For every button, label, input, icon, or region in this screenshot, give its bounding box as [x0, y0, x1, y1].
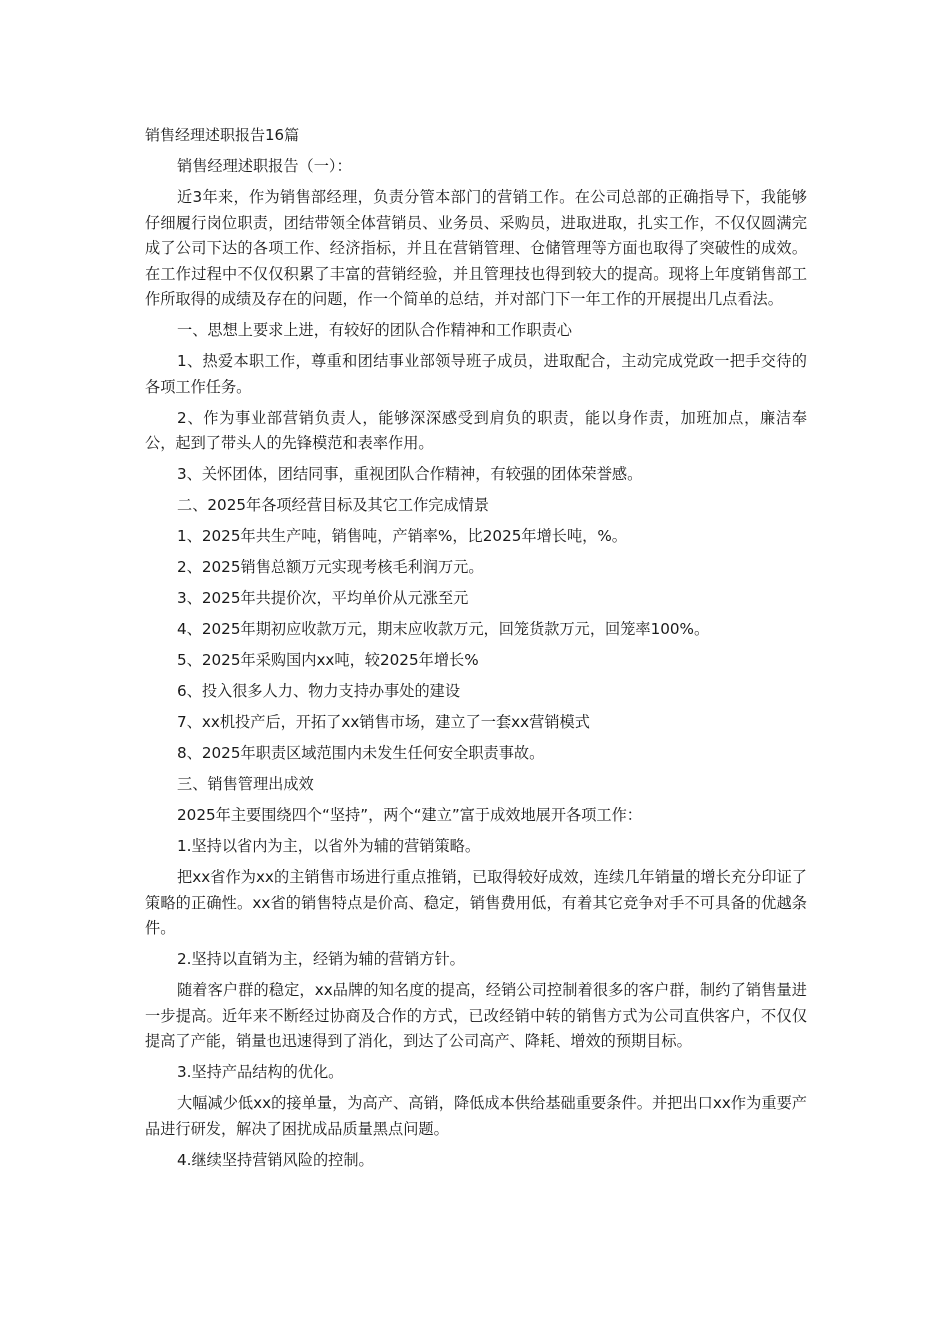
paragraph: 2、作为事业部营销负责人，能够深深感受到肩负的职责，能以身作责，加班加点，廉洁奉公，起到了带头人的先锋模范和表率作用。: [145, 408, 807, 452]
paragraph: 销售经理述职报告（一）：: [177, 157, 352, 175]
list-item: 1、2025年共生产吨，销售吨，产销率%，比2025年增长吨，%。: [177, 527, 627, 545]
paragraph: 1、热爱本职工作，尊重和团结事业部领导班子成员，进取配合，主动完成党政一把手交待的各项工作任务。: [145, 352, 807, 396]
sub-heading: 1.坚持以省内为主，以省外为辅的营销策略。: [177, 837, 481, 855]
list-item: 3、2025年共提价次，平均单价从元涨至元: [177, 589, 469, 607]
sub-heading: 3.坚持产品结构的优化。: [177, 1063, 344, 1081]
list-item: 2、2025销售总额万元实现考核毛利润万元。: [177, 558, 484, 576]
document-page: [145, 124, 807, 1179]
paragraph: 随着客户群的稳定，xx品牌的知名度的提高，经销公司控制着很多的客户群，制约了销售量进一步提高。近年来不断经过协商及合作的方式，已改经销中转的销售方式为公司直供客户，不仅仅提高了产能，销量也迅速得到了消化，到达了公司高产、降耗、增效的预期目标。: [145, 981, 807, 1050]
list-item: 7、xx机投产后，开拓了xx销售市场，建立了一套xx营销模式: [177, 713, 590, 731]
document-body: [145, 154, 807, 1173]
paragraph: 大幅减少低xx的接单量，为高产、高销，降低成本供给基础重要条件。并把出口xx作为重要产品进行研发，解决了困扰成品质量黑点问题。: [145, 1094, 807, 1138]
paragraph: 把xx省作为xx的主销售市场进行重点推销，已取得较好成效，连续几年销量的增长充分印证了策略的正确性。xx省的销售特点是价高、稳定，销售费用低，有着其它竞争对手不可具备的优越条件。: [145, 868, 807, 937]
section-heading: 二、2025年各项经营目标及其它工作完成情景: [177, 496, 490, 514]
section-heading: 一、思想上要求上进，有较好的团队合作精神和工作职责心: [177, 321, 572, 339]
paragraph: 2025年主要围绕四个“坚持”，两个“建立”富于成效地展开各项工作：: [177, 806, 642, 824]
document-title: 销售经理述职报告16篇: [145, 126, 300, 144]
paragraph: 3、关怀团体，团结同事，重视团队合作精神，有较强的团体荣誉感。: [177, 465, 643, 483]
section-heading: 三、销售管理出成效: [177, 775, 314, 793]
list-item: 4、2025年期初应收款万元，期末应收款万元，回笼货款万元，回笼率100%。: [177, 620, 710, 638]
sub-heading: 2.坚持以直销为主，经销为辅的营销方针。: [177, 950, 465, 968]
list-item: 6、投入很多人力、物力支持办事处的建设: [177, 682, 461, 700]
paragraph: 近3年来，作为销售部经理，负责分管本部门的营销工作。在公司总部的正确指导下，我能够仔细履行岗位职责，团结带领全体营销员、业务员、采购员，进取进取，扎实工作，不仅仅圆满完成了公司下达的各项工作、经济指标，并且在营销管理、仓储管理等方面也取得了突破性的成效。在工作过程中不仅仅积累了丰富的营销经验，并且管理技也得到较大的提高。现将上年度销售部工作所取得的成绩及存在的问题，作一个简单的总结，并对部门下一年工作的开展提出几点看法。: [145, 188, 807, 308]
sub-heading: 4.继续坚持营销风险的控制。: [177, 1150, 374, 1169]
list-item: 5、2025年采购国内xx吨，较2025年增长%: [177, 651, 479, 669]
list-item: 8、2025年职责区域范围内未发生任何安全职责事故。: [177, 744, 545, 762]
